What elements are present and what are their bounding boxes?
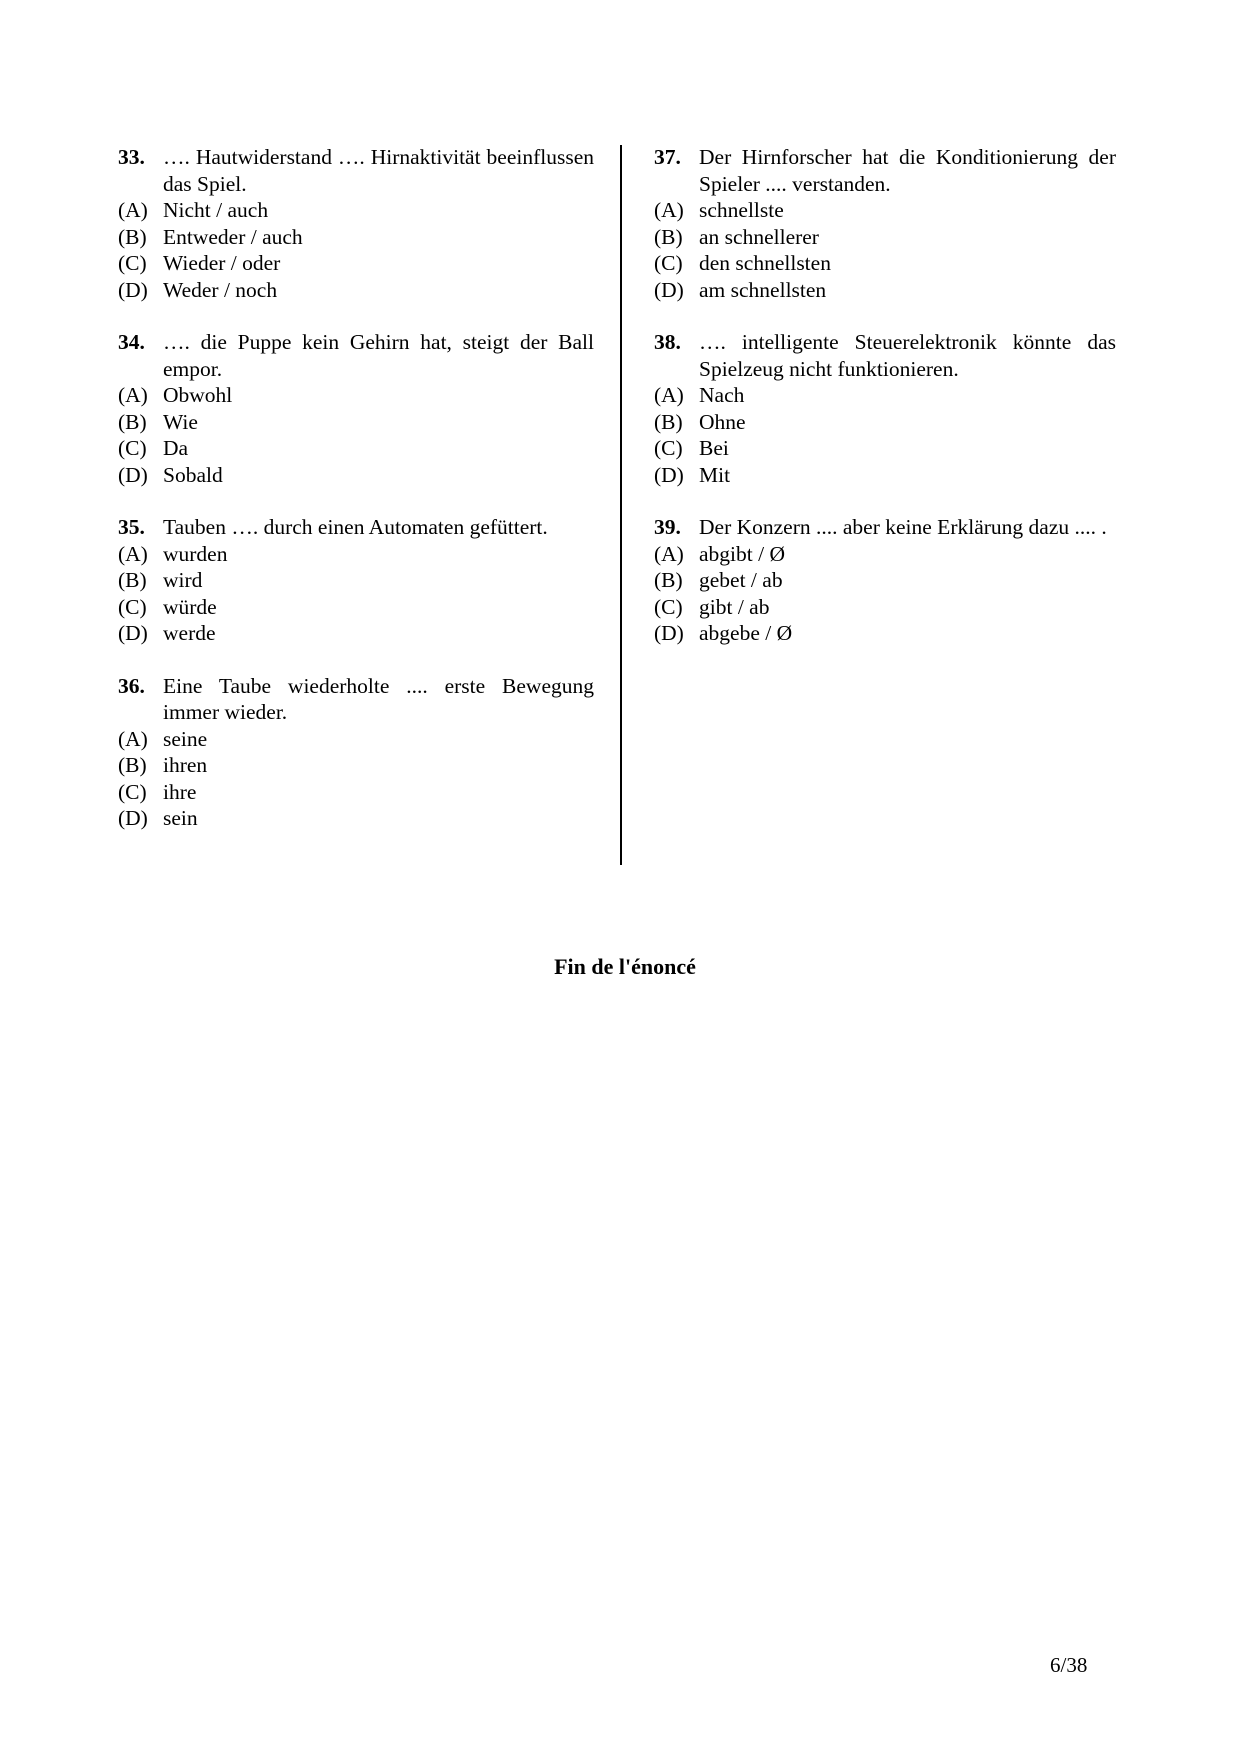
answer-option-a — [654, 541, 1116, 568]
option-letter: (A) — [118, 541, 148, 566]
question-text: …. die Puppe kein Gehirn hat, steigt der Ball empor. — [163, 330, 594, 381]
option-text: ihren — [163, 753, 208, 777]
answer-option-d — [118, 277, 594, 304]
answer-option-a — [118, 197, 594, 224]
end-of-exam-title: Fin de l'énoncé — [554, 954, 696, 979]
option-text: gibt / ab — [699, 594, 770, 619]
option-letter: (C) — [118, 594, 147, 619]
option-text: Nach — [699, 383, 745, 407]
question-number: 34. — [118, 330, 145, 354]
option-letter: (D) — [118, 462, 148, 487]
question-number: 33. — [118, 145, 145, 169]
answer-option-a — [654, 382, 1116, 409]
answer-option-a — [118, 726, 594, 753]
option-letter: (D) — [654, 621, 684, 645]
option-text: Ohne — [699, 409, 746, 434]
option-text: ihre — [163, 779, 197, 804]
right-question-column — [654, 144, 1116, 673]
option-letter: (D) — [118, 621, 148, 645]
question-text: Eine Taube wiederholte .... erste Bewegung immer wieder. — [163, 673, 594, 724]
answer-option-c — [118, 435, 594, 462]
question-text: …. intelligente Steuerelektronik könnte das Spielzeug nicht funktionieren. — [699, 330, 1116, 381]
option-text: Mit — [699, 462, 731, 487]
option-text: sein — [163, 806, 198, 830]
page-number: 6/38 — [1050, 1653, 1088, 1677]
option-text: schnellste — [699, 198, 784, 222]
answer-option-b — [118, 752, 594, 779]
question-number: 35. — [118, 515, 145, 539]
answer-option-c — [654, 594, 1116, 621]
question-37 — [654, 144, 1116, 303]
option-letter: (B) — [118, 753, 147, 777]
option-letter: (A) — [118, 198, 148, 222]
question-33 — [118, 144, 594, 303]
option-letter: (B) — [654, 224, 683, 249]
question-36 — [118, 673, 594, 832]
question-text: …. Hautwiderstand …. Hirnaktivität beeinflussen das Spiel. — [163, 145, 594, 196]
option-letter: (A) — [654, 541, 684, 566]
option-text: Wieder / oder — [163, 251, 281, 275]
option-letter: (C) — [654, 251, 683, 275]
answer-option-a — [118, 541, 594, 568]
question-35 — [118, 514, 594, 647]
option-text: Obwohl — [163, 383, 233, 407]
option-text: Weder / noch — [163, 277, 278, 302]
option-letter: (C) — [654, 594, 683, 619]
question-34 — [118, 329, 594, 488]
option-letter: (D) — [654, 277, 684, 302]
option-letter: (A) — [654, 383, 684, 407]
option-letter: (D) — [118, 806, 148, 830]
answer-option-b — [118, 567, 594, 594]
answer-option-c — [118, 594, 594, 621]
answer-option-c — [118, 250, 594, 277]
left-question-column — [118, 144, 594, 858]
question-text: Der Konzern .... aber keine Erklärung dazu .... . — [699, 515, 1107, 539]
option-letter: (C) — [118, 436, 147, 460]
answer-option-d — [118, 805, 594, 832]
answer-option-c — [654, 435, 1116, 462]
question-number: 38. — [654, 330, 681, 354]
answer-option-a — [654, 197, 1116, 224]
option-letter: (C) — [118, 779, 147, 804]
option-text: abgibt / Ø — [699, 541, 785, 566]
question-text: Tauben …. durch einen Automaten gefüttert. — [163, 515, 548, 539]
answer-option-d — [654, 620, 1116, 647]
answer-option-b — [118, 409, 594, 436]
option-text: den schnellsten — [699, 251, 831, 275]
option-text: werde — [163, 621, 216, 645]
option-text: Entweder / auch — [163, 224, 303, 249]
question-39 — [654, 514, 1116, 647]
option-text: wird — [163, 568, 203, 592]
answer-option-b — [654, 409, 1116, 436]
question-number: 36. — [118, 673, 145, 698]
answer-option-d — [654, 277, 1116, 304]
option-letter: (D) — [118, 277, 148, 302]
option-letter: (B) — [654, 409, 683, 434]
question-number: 39. — [654, 515, 681, 539]
option-letter: (A) — [118, 726, 148, 751]
question-number: 37. — [654, 145, 681, 169]
question-38 — [654, 329, 1116, 488]
option-text: abgebe / Ø — [699, 621, 793, 645]
answer-option-b — [118, 224, 594, 251]
answer-option-b — [654, 567, 1116, 594]
answer-option-d — [654, 462, 1116, 489]
answer-option-d — [118, 462, 594, 489]
option-text: würde — [163, 594, 217, 619]
option-letter: (A) — [654, 198, 684, 222]
option-letter: (B) — [118, 409, 147, 434]
column-divider — [620, 145, 622, 865]
option-letter: (C) — [118, 251, 147, 275]
option-letter: (B) — [118, 224, 147, 249]
option-text: gebet / ab — [699, 568, 783, 592]
option-text: Bei — [699, 436, 729, 460]
answer-option-b — [654, 224, 1116, 251]
option-letter: (B) — [654, 568, 683, 592]
option-text: Wie — [163, 409, 198, 434]
answer-option-c — [654, 250, 1116, 277]
option-text: Sobald — [163, 462, 223, 487]
question-text: Der Hirnforscher hat die Konditionierung der Spieler .... verstanden. — [699, 145, 1116, 196]
option-letter: (A) — [118, 383, 148, 407]
option-text: wurden — [163, 541, 228, 566]
option-text: am schnellsten — [699, 277, 827, 302]
option-letter: (B) — [118, 568, 147, 592]
option-text: seine — [163, 726, 208, 751]
answer-option-a — [118, 382, 594, 409]
answer-option-d — [118, 620, 594, 647]
option-letter: (D) — [654, 462, 684, 487]
option-text: Da — [163, 436, 189, 460]
option-text: an schnellerer — [699, 224, 819, 249]
option-letter: (C) — [654, 436, 683, 460]
option-text: Nicht / auch — [163, 198, 269, 222]
answer-option-c — [118, 779, 594, 806]
